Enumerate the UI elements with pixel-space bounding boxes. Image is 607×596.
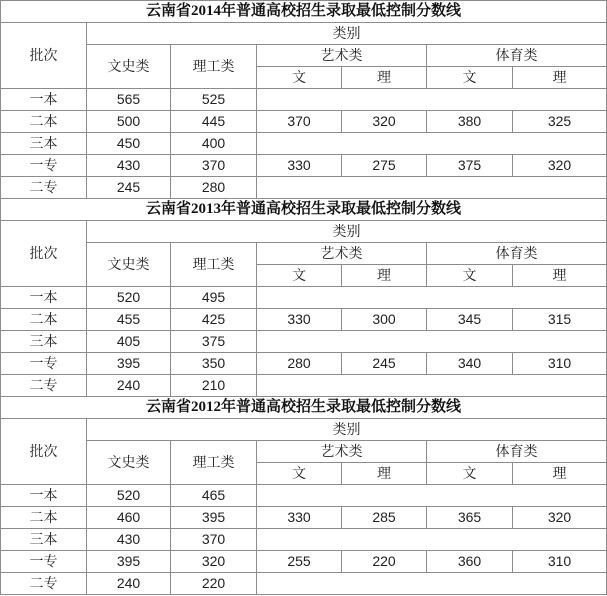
header-ligong: 理工类 [171,441,257,485]
cell-batch: 一本 [1,485,87,507]
header-row-1 [1,23,607,45]
empty-cell [257,529,607,551]
table-row [1,177,607,199]
title-row [1,397,607,419]
header-art-wen: 文 [257,265,342,287]
cell-art-wen: 330 [257,155,342,177]
cell-art-wen: 330 [257,507,342,529]
cell-ligong: 465 [171,485,257,507]
cell-sports-wen: 380 [427,111,513,133]
title-row [1,1,607,23]
table-row [1,573,607,595]
cell-batch: 三本 [1,529,87,551]
empty-cell [257,177,607,199]
header-row-2 [1,243,607,265]
cell-art-wen: 370 [257,111,342,133]
header-sports: 体育类 [427,45,607,67]
table-row [1,111,607,133]
cell-art-li: 285 [342,507,427,529]
header-art-li: 理 [342,265,427,287]
cell-sports-li: 310 [513,551,607,573]
header-ligong: 理工类 [171,45,257,89]
empty-cell [257,287,607,309]
table-row [1,529,607,551]
header-row-1 [1,419,607,441]
table-row [1,507,607,529]
cell-ligong: 370 [171,529,257,551]
cell-ligong: 425 [171,309,257,331]
header-art: 艺术类 [257,243,427,265]
cell-sports-wen: 365 [427,507,513,529]
header-category: 类别 [87,221,607,243]
empty-cell [257,573,607,595]
cell-batch: 一专 [1,353,87,375]
table-row [1,309,607,331]
header-category: 类别 [87,419,607,441]
table-row [1,331,607,353]
empty-cell [257,375,607,397]
score-table-2012 [0,396,607,595]
cell-ligong: 395 [171,507,257,529]
header-sports-li: 理 [513,265,607,287]
cell-batch: 一专 [1,551,87,573]
cell-art-li: 245 [342,353,427,375]
header-batch: 批次 [1,419,87,485]
header-row-1 [1,221,607,243]
cell-ligong: 350 [171,353,257,375]
table-row [1,375,607,397]
table-row [1,287,607,309]
header-category: 类别 [87,23,607,45]
table-row [1,485,607,507]
header-art-wen: 文 [257,463,342,485]
cell-sports-wen: 345 [427,309,513,331]
header-sports-li: 理 [513,463,607,485]
cell-art-li: 275 [342,155,427,177]
cell-batch: 二本 [1,507,87,529]
cell-wenshi: 500 [87,111,171,133]
cell-wenshi: 240 [87,375,171,397]
cell-sports-wen: 375 [427,155,513,177]
header-art-li: 理 [342,463,427,485]
empty-cell [257,485,607,507]
cell-sports-li: 325 [513,111,607,133]
cell-wenshi: 395 [87,353,171,375]
cell-sports-wen: 340 [427,353,513,375]
cell-art-wen: 330 [257,309,342,331]
header-sports: 体育类 [427,441,607,463]
table-title: 云南省2013年普通高校招生录取最低控制分数线 [1,199,607,221]
header-row-2 [1,441,607,463]
cell-art-li: 320 [342,111,427,133]
cell-ligong: 525 [171,89,257,111]
table-row [1,353,607,375]
table-title: 云南省2012年普通高校招生录取最低控制分数线 [1,397,607,419]
cell-art-li: 300 [342,309,427,331]
cell-ligong: 370 [171,155,257,177]
cell-ligong: 210 [171,375,257,397]
table-row [1,551,607,573]
header-sports-li: 理 [513,67,607,89]
header-ligong: 理工类 [171,243,257,287]
empty-cell [257,331,607,353]
cell-wenshi: 405 [87,331,171,353]
cell-ligong: 280 [171,177,257,199]
cell-wenshi: 460 [87,507,171,529]
cell-batch: 二本 [1,309,87,331]
cell-sports-li: 310 [513,353,607,375]
header-art-wen: 文 [257,67,342,89]
cell-wenshi: 520 [87,287,171,309]
header-sports-wen: 文 [427,265,513,287]
cell-ligong: 495 [171,287,257,309]
header-wenshi: 文史类 [87,45,171,89]
cell-wenshi: 245 [87,177,171,199]
header-row-2 [1,45,607,67]
header-sports-wen: 文 [427,67,513,89]
cell-batch: 一本 [1,89,87,111]
header-wenshi: 文史类 [87,243,171,287]
header-wenshi: 文史类 [87,441,171,485]
header-batch: 批次 [1,23,87,89]
score-table-2013 [0,198,607,397]
cell-sports-li: 320 [513,507,607,529]
cell-batch: 二本 [1,111,87,133]
title-row [1,199,607,221]
cell-batch: 二专 [1,375,87,397]
cell-ligong: 320 [171,551,257,573]
cell-art-li: 220 [342,551,427,573]
header-batch: 批次 [1,221,87,287]
cell-sports-li: 320 [513,155,607,177]
cell-art-wen: 255 [257,551,342,573]
table-row [1,155,607,177]
cell-batch: 三本 [1,331,87,353]
cell-sports-wen: 360 [427,551,513,573]
cell-batch: 二专 [1,177,87,199]
cell-ligong: 375 [171,331,257,353]
empty-cell [257,133,607,155]
header-sports: 体育类 [427,243,607,265]
cell-batch: 一本 [1,287,87,309]
cell-wenshi: 240 [87,573,171,595]
cell-ligong: 400 [171,133,257,155]
cell-batch: 二专 [1,573,87,595]
cell-wenshi: 430 [87,529,171,551]
table-row [1,89,607,111]
cell-wenshi: 395 [87,551,171,573]
cell-ligong: 445 [171,111,257,133]
header-art: 艺术类 [257,45,427,67]
cell-wenshi: 455 [87,309,171,331]
empty-cell [257,89,607,111]
header-sports-wen: 文 [427,463,513,485]
cell-sports-li: 315 [513,309,607,331]
score-table-2014 [0,0,607,199]
cell-batch: 一专 [1,155,87,177]
cell-wenshi: 565 [87,89,171,111]
header-art-li: 理 [342,67,427,89]
cell-wenshi: 520 [87,485,171,507]
header-art: 艺术类 [257,441,427,463]
table-row [1,133,607,155]
cell-batch: 三本 [1,133,87,155]
table-title: 云南省2014年普通高校招生录取最低控制分数线 [1,1,607,23]
cell-wenshi: 450 [87,133,171,155]
cell-art-wen: 280 [257,353,342,375]
cell-ligong: 220 [171,573,257,595]
cell-wenshi: 430 [87,155,171,177]
